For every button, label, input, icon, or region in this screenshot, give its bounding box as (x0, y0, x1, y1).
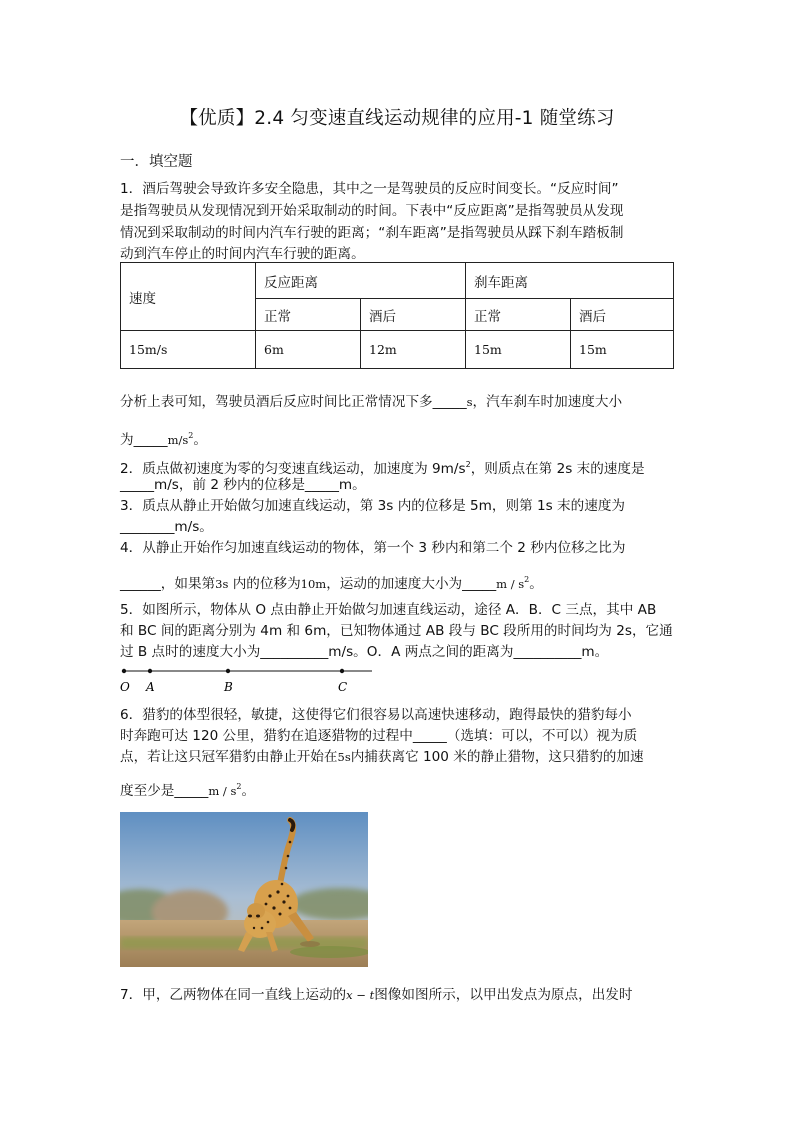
cell-speed: 15m/s (121, 331, 256, 369)
q1-line-2: 是指驾驶员从发现情况到开始采取制动的时间。下表中“反应距离”是指驾驶员从发现 (120, 203, 624, 219)
q6-line-4: 度至少是_____m / $s^2$。 (120, 782, 256, 799)
header-braking-distance: 刹车距离 (466, 263, 674, 299)
point-b (226, 669, 230, 673)
q3-line-1: 3．质点从静止开始做匀加速直线运动，第 3s 内的位移是 5m，则第 1s 末的速度为 (120, 498, 626, 514)
header-reaction-drunk: 酒后 (361, 299, 466, 331)
q2-line-1: 2．质点做初速度为零的匀变速直线运动，加速度为 $9m/s^2$，则质点在第 2s 末的速度是 (120, 460, 645, 477)
q6-line-2: 时奔跑可达 120 公里，猎豹在追逐猎物的过程中_____（选填：可以，不可以）视为质 (120, 728, 638, 744)
q1-answer-line-1: 分析上表可知，驾驶员酒后反应时间比正常情况下多_____s，汽车刹车时加速度大小 (120, 394, 623, 410)
cell-reaction-drunk: 12m (361, 331, 466, 369)
q1-line-1: 1．酒后驾驶会导致许多安全隐患，其中之一是驾驶员的反应时间变长。“反应时间” (120, 181, 619, 197)
q4-line-2: ______，如果第3s 内的位移为10m，运动的加速度大小为_____m / $s^2$。 (120, 575, 543, 592)
q5-line-1: 5．如图所示，物体从 O 点由静止开始做匀加速直线运动，途径 A．B．C 三点，其中 AB (120, 602, 657, 618)
q7-line-1: 7．甲，乙两物体在同一直线上运动的x − t图像如图所示，以甲出发点为原点，出发时 (120, 987, 633, 1003)
cell-reaction-normal: 6m (256, 331, 361, 369)
cheetah-photo (120, 812, 368, 967)
oabc-line-figure (118, 660, 378, 694)
cell-braking-normal: 15m (466, 331, 571, 369)
label-b: B (224, 680, 233, 694)
header-braking-drunk: 酒后 (571, 299, 674, 331)
q1-answer-line-2: 为$\_\_\_\_\_m/s^2$。 (120, 431, 207, 448)
cell-braking-drunk: 15m (571, 331, 674, 369)
header-speed: 速度 (121, 263, 256, 331)
section-heading: 一．填空题 (120, 154, 193, 170)
distance-table (120, 262, 674, 369)
q6-line-1: 6．猎豹的体型很轻，敏捷，这使得它们很容易以高速快速移动，跑得最快的猎豹每小 (120, 707, 632, 723)
label-a: A (146, 680, 155, 694)
page-title: 【优质】2.4 匀变速直线运动规律的应用-1 随堂练习 (179, 108, 615, 129)
point-a (148, 669, 152, 673)
label-o: O (120, 680, 130, 694)
header-reaction-distance: 反应距离 (256, 263, 466, 299)
q1-line-4: 动到汽车停止的时间内汽车行驶的距离。 (120, 246, 365, 262)
point-o (122, 669, 126, 673)
q1-line-3: 情况到采取制动的时间内汽车行驶的距离；“刹车距离”是指驾驶员从踩下刹车踏板制 (120, 225, 624, 241)
q4-line-1: 4．从静止开始作匀加速直线运动的物体，第一个 3 秒内和第二个 2 秒内位移之比为 (120, 540, 626, 556)
q6-line-3: 点，若让这只冠军猎豹由静止开始在5s内捕获离它 100 米的静止猎物，这只猎豹的加速 (120, 749, 644, 765)
cheetah-illustration (120, 812, 368, 967)
q5-line-3: 过 B 点时的速度大小为__________m/s。O．A 两点之间的距离为__________m。 (120, 644, 609, 660)
q3-line-2: ________m/s。 (120, 519, 213, 535)
q5-line-2: 和 BC 间的距离分别为 4m 和 6m，已知物体通过 AB 段与 BC 段所用的时间均为 2s，它通 (120, 623, 673, 639)
header-braking-normal: 正常 (466, 299, 571, 331)
label-c: C (338, 680, 348, 694)
q2-line-2: _____m/s，前 2 秒内的位移是_____m。 (120, 477, 366, 493)
header-reaction-normal: 正常 (256, 299, 361, 331)
point-c (340, 669, 344, 673)
